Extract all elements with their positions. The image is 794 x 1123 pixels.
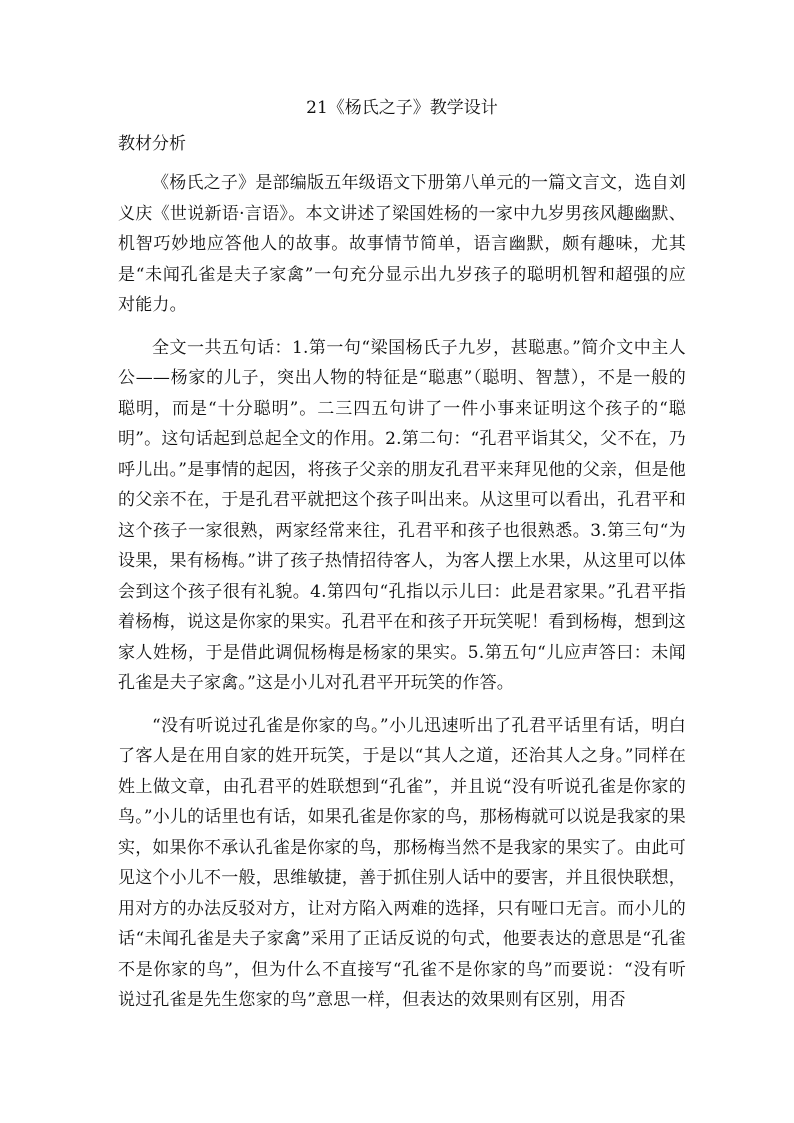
section-heading: 教材分析 — [118, 134, 186, 154]
document-title: 21《杨氏之子》教学设计 — [306, 98, 498, 118]
paragraph-analysis: “没有听说过孔雀是你家的鸟。”小儿迅速听出了孔君平话里有话，明白了客人是在用自家的姓开玩笑，于是以“其人之道，还治其人之身。”同样在姓上做文章，由孔君平的姓联想到“孔雀”，并且说“没有听说孔雀是你家的鸟。”小儿的话里也有话，如果孔雀是你家的鸟，那杨梅就可以说是我家的果实，如果你不承认孔雀是你家的鸟，那杨梅当然不是我家的果实了。由此可见这个小儿不一般，思维敏捷，善于抓住别人话中的要害，并且很快联想，用对方的办法反驳对方，让对方陷入两难的选择，只有哑口无言。而小儿的话“未闻孔雀是夫子家禽”采用了正话反说的句式，他要表达的意思是“孔雀不是你家的鸟”，但为什么不直接写“孔雀不是你家的鸟”而要说：“没有听说过孔雀是先生您家的鸟”意思一样，但表达的效果则有区别，用否 — [118, 715, 686, 1010]
document-page — [118, 96, 686, 1028]
paragraph-intro: 《杨氏之子》是部编版五年级语文下册第八单元的一篇文言文，选自刘义庆《世说新语·言语》。本文讲述了梁国姓杨的一家中九岁男孩风趣幽默、机智巧妙地应答他人的故事。故事情节简单，语言幽默，颇有趣味，尤其是“未闻孔雀是夫子家禽”一句充分显示出九岁孩子的聪明机智和超强的应对能力。 — [118, 173, 686, 315]
paragraph-five-sentences: 全文一共五句话：1.第一句“梁国杨氏子九岁，甚聪惠。”简介文中主人公——杨家的儿子，突出人物的特征是“聪惠”（聪明、智慧），不是一般的聪明，而是“十分聪明”。二三四五句讲了一件小事来证明这个孩子的“聪明”。这句话起到总起全文的作用。2.第二句：“孔君平诣其父，父不在，乃呼儿出。”是事情的起因，将孩子父亲的朋友孔君平来拜见他的父亲，但是他的父亲不在，于是孔君平就把这个孩子叫出来。从这里可以看出，孔君平和这个孩子一家很熟，两家经常来往，孔君平和孩子也很熟悉。3.第三句“为设果，果有杨梅。”讲了孩子热情招待客人，为客人摆上水果，从这里可以体会到这个孩子很有礼貌。4.第四句“孔指以示儿曰：此是君家果。”孔君平指着杨梅，说这是你家的果实。孔君平在和孩子开玩笑呢！看到杨梅，想到这家人姓杨，于是借此调侃杨梅是杨家的果实。5.第五句“儿应声答曰：未闻孔雀是夫子家禽。”这是小儿对孔君平开玩笑的作答。 — [118, 337, 686, 693]
